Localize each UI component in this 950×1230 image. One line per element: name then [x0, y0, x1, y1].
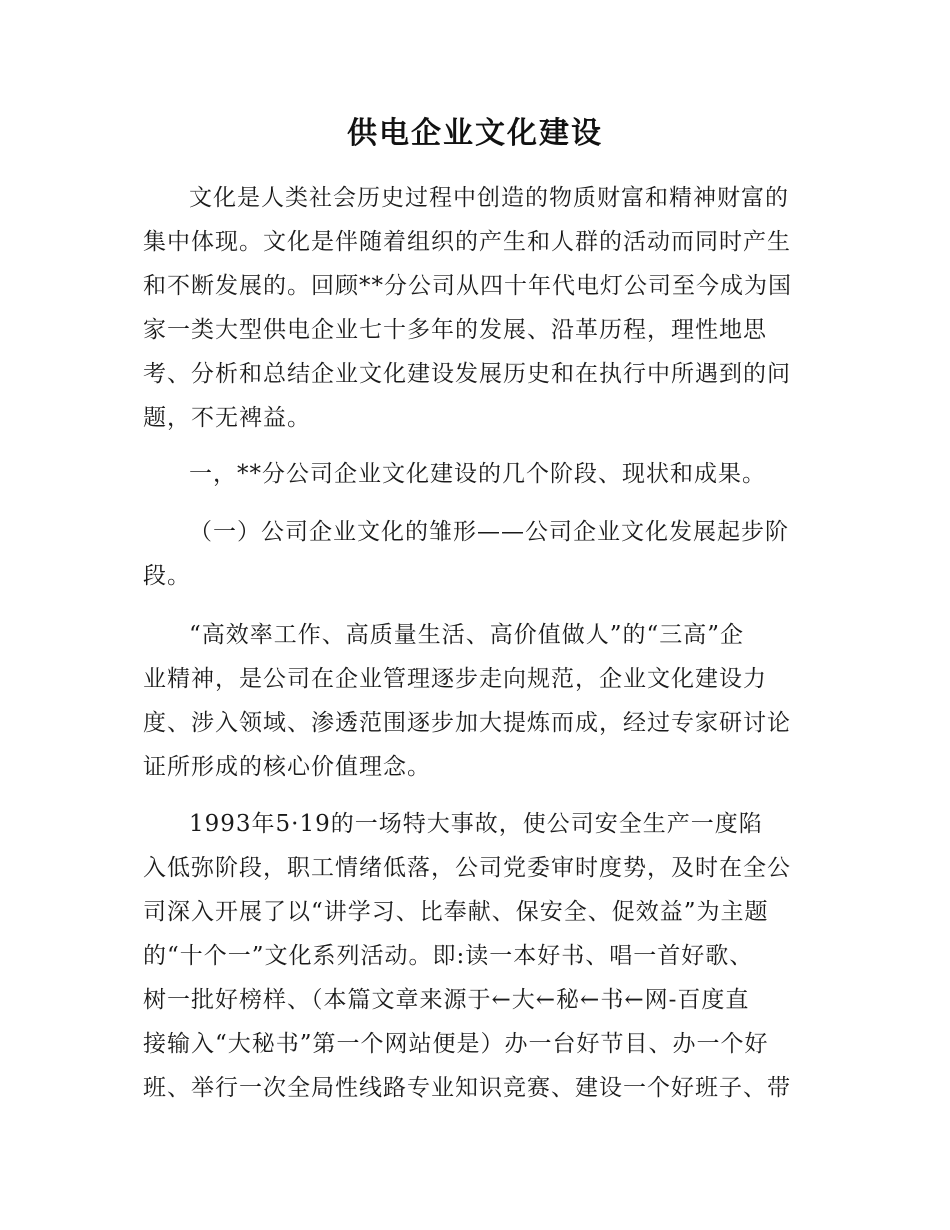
- paragraph-line: 和不断发展的。回顾**分公司从四十年代电灯公司至今成为国: [143, 273, 792, 299]
- subsection-heading-line: （一）公司企业文化的雏形——公司企业文化发展起步阶: [189, 519, 789, 545]
- section-heading-1: [143, 452, 815, 496]
- paragraph-line: 度、涉入领域、渗透范围逐步加大提炼而成，经过专家研讨论: [143, 710, 791, 736]
- paragraph-line: 接输入“大秘书”第一个网站便是）办一台好节目、办一个好: [143, 1031, 769, 1057]
- paragraph-line: 考、分析和总结企业文化建设发展历史和在执行中所遇到的问: [143, 361, 791, 387]
- section-heading-line: 一，**分公司企业文化建设的几个阶段、现状和成果。: [189, 461, 766, 487]
- paragraph-line: 班、举行一次全局性线路专业知识竞赛、建设一个好班子、带: [143, 1075, 791, 1101]
- paragraph-line: 题，不无裨益。: [143, 405, 311, 431]
- paragraph-line: 业精神，是公司在企业管理逐步走向规范，企业文化建设力: [143, 666, 767, 692]
- document-title: 供电企业文化建设: [347, 116, 603, 151]
- paragraph-line: 入低弥阶段，职工情绪低落，公司党委审时度势，及时在全公: [143, 855, 791, 881]
- paragraph-line: 1993年5·19的一场特大事故，使公司安全生产一度陷: [189, 811, 763, 837]
- paragraph-line: 的“十个一”文化系列活动。即:读一本好书、唱一首好歌、: [143, 943, 754, 969]
- subsection-heading-line: 段。: [143, 563, 191, 589]
- paragraph-line: 文化是人类社会历史过程中创造的物质财富和精神财富的: [189, 185, 789, 211]
- paragraph-line: 家一类大型供电企业七十多年的发展、沿革历程，理性地思: [143, 317, 767, 343]
- paragraph-line: 证所形成的核心价值理念。: [143, 754, 431, 780]
- paragraph-line: 集中体现。文化是伴随着组织的产生和人群的活动而同时产生: [143, 229, 791, 255]
- subsection-heading-1: [143, 510, 815, 598]
- paragraph-1993: [143, 802, 815, 1110]
- paragraph-line: “高效率工作、高质量生活、高价值做人”的“三高”企: [189, 622, 745, 648]
- paragraph-spirit: [143, 613, 815, 789]
- paragraph-line: 司深入开展了以“讲学习、比奉献、保安全、促效益”为主题: [143, 899, 769, 925]
- paragraph-intro: [143, 176, 815, 440]
- paragraph-line: 树一批好榜样、（本篇文章来源于←大←秘←书←网-百度直: [143, 987, 750, 1013]
